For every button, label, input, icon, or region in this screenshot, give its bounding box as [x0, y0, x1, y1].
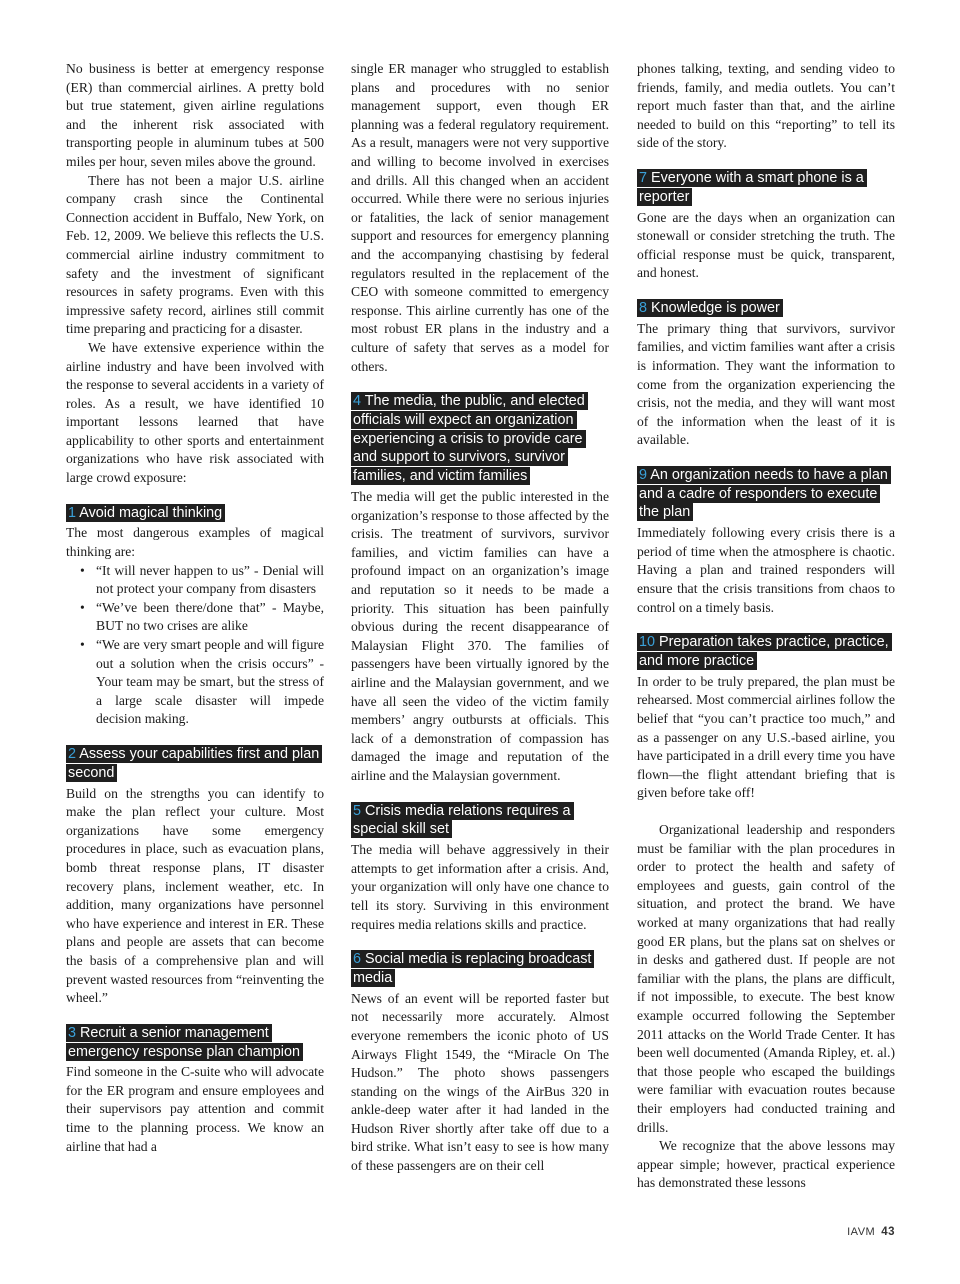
closing-paragraph-2: We recognize that the above lessons may appear simple; however, practical experience has demonstrated these lessons — [637, 1138, 895, 1191]
section-5-body: The media will behave aggressively in their attempts to get information after a crisis. And, your organization will only have one chance to tell its story. Surviving in this environment requires media relations skills and practice. — [351, 842, 609, 932]
section-title: The media, the public, and elected officials will expect an organization experiencing a crisis to provide care and support to survivors, survivor families, and victim families — [353, 393, 585, 485]
section-number: 3 — [68, 1024, 77, 1041]
page-footer — [847, 1226, 895, 1238]
section-title: Assess your capabilities first and plan second — [68, 745, 320, 781]
section-title: Recruit a senior management emergency response plan champion — [68, 1024, 300, 1060]
section-number: 8 — [639, 299, 648, 316]
section-8-body: The primary thing that survivors, survivor families, and victim families want after a crisis is information. They want the information to come from the organization experiencing the crisis, not the media, and they will want most of the information when the least of it is available. — [637, 320, 895, 448]
list-item: • “We are very smart people and will figure out a solution when the crisis occurs” - Your team may be smart, but the stress of a large scale disaster will impede decision making. — [76, 636, 324, 729]
section-heading-9 — [637, 466, 895, 522]
list-item: • “We’ve been there/done that” - Maybe, BUT no two crises are alike — [76, 599, 324, 636]
column-3 — [637, 60, 895, 1193]
magical-thinking-list — [76, 562, 324, 729]
magazine-name: IAVM — [847, 1226, 876, 1238]
section-1-lead: The most dangerous examples of magical thinking are: — [66, 525, 324, 560]
intro-paragraph-3: We have extensive experience within the airline industry and have been involved with the response to several accidents in a variety of roles. As a result, we have identified 10 important lessons learned that have applicability to other sports and entertainment organizations who have risk associated with large crowd exposure: — [66, 339, 324, 486]
section-number: 7 — [639, 169, 648, 186]
section-number: 10 — [639, 634, 656, 651]
section-number: 2 — [68, 745, 77, 762]
section-4-body: The media will get the public interested in the organization’s response to those affected by the crisis. The treatment of survivors, survivor families, and victim families can have a profound impact on an organization’s image and reputation so it needs to be made a priority. This situation has been painfully obvious during the recent disappearance of Malaysian Flight 370. The families of passengers have been virtually ignored by the airline and the Malaysian government, and we have all seen the video of the victim family members’ angry outbursts at officials. This lack of a demonstration of compassion has damaged the image and reputation of the airline and the Malaysian government. — [351, 489, 609, 783]
section-title: Everyone with a smart phone is a reporter — [639, 169, 864, 205]
section-number: 5 — [353, 802, 362, 819]
section-number: 4 — [353, 393, 362, 410]
list-item: • “It will never happen to us” - Denial will not protect your company from disasters — [76, 562, 324, 599]
intro-paragraph-1: No business is better at emergency response (ER) than commercial airlines. A pretty bold but true statement, given airline regulations and the inherent risk associated with transporting people in aluminum tubes at 500 miles per hour, seven miles above the ground. — [66, 61, 324, 169]
section-heading-5 — [351, 802, 609, 840]
section-9-body: Immediately following every crisis there is a period of time when the atmosphere is chaotic. Having a plan and trained responders will ensure that the crisis transitions from chaos to control on a timely basis. — [637, 525, 895, 615]
section-title: Preparation takes practice, practice, and more practice — [639, 634, 889, 670]
section-title: Knowledge is power — [651, 299, 780, 316]
section-number: 6 — [353, 951, 362, 968]
section-number: 1 — [68, 504, 77, 521]
continued-paragraph: single ER manager who struggled to establish plans and procedures with no senior management support, even though ER planning was a federal regulatory requirement. As a result, managers were not very supportive and willing to become involved in exercises and drills. All this changed when an accident occurred. While there were no serious injuries or fatalities, the lack of senior management support and resources for emergency planning and the accompanying chastising by federal regulators resulted in the replacement of the CEO with someone committed to emergency response. This airline currently has one of the most robust ER plans in the industry and a culture of safety that serves as a model for others. — [351, 61, 609, 374]
section-title: An organization needs to have a plan and a cadre of responders to execute the plan — [639, 466, 888, 521]
column-2 — [351, 60, 609, 1176]
section-heading-4 — [351, 392, 609, 486]
section-10-body: In order to be truly prepared, the plan must be rehearsed. Most commercial airlines follow the belief that “you can’t practice too much,” and as a passenger on any U.S.-based airline, you have participated in a drill every time you have flown—the flight attendant briefing that is given before take off! — [637, 673, 895, 801]
section-heading-2 — [66, 745, 324, 783]
section-6-body: News of an event will be reported faster but not necessarily more accurately. Almost everyone remembers the iconic photo of US Airways Flight 1549, the “Miracle On The Hudson.” The photo shows passengers standing on the wings of the AirBus 320 in ankle-deep water after it had landed in the Hudson River shortly after take off due to a bird strike. What isn’t easy to see is how many of these passengers are on their cell — [351, 990, 609, 1174]
section-title: Avoid magical thinking — [79, 504, 223, 521]
section-heading-6 — [351, 950, 609, 988]
section-title: Crisis media relations requires a special skill set — [353, 802, 571, 838]
intro-paragraph-2: There has not been a major U.S. airline company crash since the Continental Connection accident in Buffalo, New York, on Feb. 12, 2009. We believe this reflects the U.S. commercial airline industry commitment to safety and the investment of significant resources in safety programs. Even with this impressive safety record, airlines still commit time preparing and practicing for a disaster. — [66, 172, 324, 337]
page-number: 43 — [881, 1226, 895, 1238]
section-title: Social media is replacing broadcast media — [353, 951, 592, 986]
section-heading-8 — [637, 299, 895, 318]
continued-paragraph: phones talking, texting, and sending video to friends, family, and media outlets. You can’t report much faster than that, and the airline needed to build on this “reporting” to tell its side of the story. — [637, 61, 895, 151]
section-heading-10 — [637, 633, 895, 671]
section-heading-7 — [637, 169, 895, 207]
section-7-body: Gone are the days when an organization can stonewall or consider stretching the truth. The official response must be quick, transparent, and honest. — [637, 209, 895, 281]
section-2-body: Build on the strengths you can identify to make the plan reflect your culture. Most organizations have some emergency procedures in place, such as evacuation plans, bomb threat response plans, IT disaster recovery plans, inclement weather, etc. In addition, many organizations have personnel who have experience and interest in ER. These plans and people are assets that can become the basis of a comprehensive plan and will prevent wasted resources from “reinventing the wheel.” — [66, 785, 324, 1006]
closing-paragraph-1: Organizational leadership and responders must be familiar with the plan procedures in order to protect the health and safety of employees and guests, gain control of the situation, and protect the brand. We have worked at many organizations that had really good ER plans, but the plans sat on shelves or in desks and gathered dust. If people are not familiar with the plans, the plans are difficult, if not impossible, to execute. The best know example occurred following the September 2011 attacks on the World Trade Center. It has been well documented (Amanda Ripley, et. al.) that those people who escaped the buildings were familiar with evacuation routes because their employers had conducted training and drills. — [637, 822, 895, 1135]
column-1 — [66, 60, 324, 1156]
paragraph-spacer — [637, 803, 895, 821]
section-number: 9 — [639, 466, 648, 483]
section-3-body: Find someone in the C-suite who will advocate for the ER program and ensure employees and their supervisors pay attention and commit time to the planning process. We know an airline that had a — [66, 1064, 324, 1154]
section-heading-1 — [66, 504, 324, 523]
section-heading-3 — [66, 1024, 324, 1062]
